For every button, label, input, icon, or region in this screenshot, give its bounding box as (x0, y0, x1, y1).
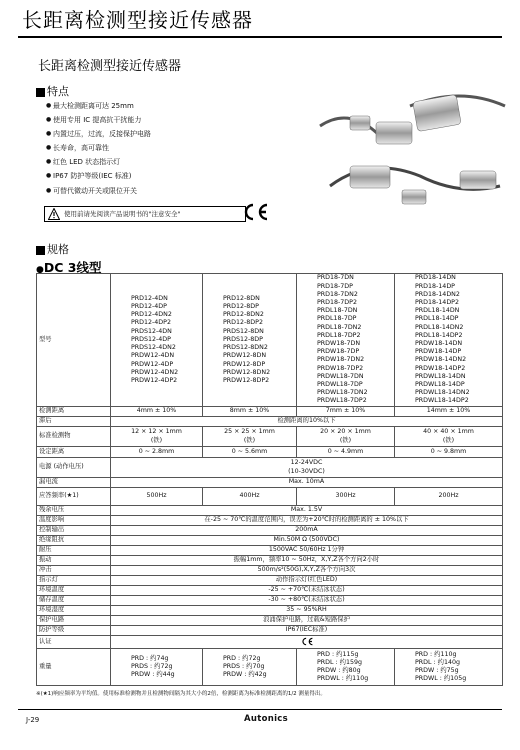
row-label: 环境温度 (37, 586, 111, 596)
table-cell (111, 649, 203, 686)
table-cell: 200Hz (395, 488, 503, 506)
feature-list (46, 99, 151, 198)
footer-divider (18, 709, 502, 710)
table-cell (203, 649, 297, 686)
cell-line: PRD18-14DN (415, 274, 456, 282)
cell-line: PRD18-7DP2 (317, 298, 357, 306)
row-label: 重量 (37, 649, 111, 686)
cell-line: 12-24VDC (290, 459, 323, 467)
cell-line: PRD : 约74g (131, 654, 169, 662)
cell-line: PRDWL18-14DP2 (415, 397, 469, 405)
cell-line: PRDL18-7DP (317, 315, 357, 323)
cell-line: PRDW12-4DN (131, 352, 175, 360)
warning-text: 使用前请先阅读产品说明书的"注意安全" (64, 210, 181, 218)
header-divider (18, 36, 502, 38)
table-row (37, 606, 503, 616)
header (0, 0, 520, 44)
cell-line: PRDW18-7DP (317, 348, 360, 356)
row-label: 指示灯 (37, 576, 111, 586)
cell-line: PRDL18-14DN (415, 307, 460, 315)
table-row (37, 417, 503, 427)
cell-line: 40 × 40 × 1mm (423, 428, 474, 436)
table-cell: 1500VAC 50/60Hz 1分钟 (111, 546, 503, 556)
cell-line: 25 × 25 × 1mm (224, 428, 275, 436)
page-number: J-29 (26, 716, 40, 724)
cell-line: (铁) (339, 436, 352, 444)
cell-line: PRDL : 约140g (415, 658, 460, 666)
table-row (37, 636, 503, 649)
table-cell (297, 274, 395, 407)
table-cell (111, 636, 503, 649)
cell-line: PRDS12-8DP (223, 335, 263, 343)
cell-line: PRD12-8DN2 (223, 311, 264, 319)
table-cell (203, 427, 297, 447)
cell-line: PRDW : 约42g (223, 671, 267, 679)
cell-line: PRDWL18-7DP (317, 381, 363, 389)
table-row (37, 526, 503, 536)
table-cell: Min.50M Ω (500VDC) (111, 536, 503, 546)
list-item: ● 长寿命，高可靠性 (46, 141, 151, 155)
table-cell: 500m/s²(50G),X,Y,Z各个方向3次 (111, 566, 503, 576)
cell-line: 20 × 20 × 1mm (320, 428, 371, 436)
row-label: 电源 (动作电压) (37, 458, 111, 478)
table-row (37, 274, 503, 407)
cell-line: PRDS12-4DP (131, 335, 171, 343)
cell-line: PRDWL18-14DN2 (415, 389, 470, 397)
list-item: ● 使用专用 IC 提高抗干扰能力 (46, 113, 151, 127)
cell-line: PRDL18-7DN2 (317, 323, 362, 331)
cell-line: (铁) (150, 436, 163, 444)
table-cell: 检测距离的10%以下 (111, 417, 503, 427)
cell-line: PRDW18-7DN2 (317, 356, 365, 364)
row-label: 防护等级 (37, 626, 111, 636)
cell-line: (10-30VDC) (288, 467, 325, 475)
table-cell: 35 ~ 95%RH (111, 606, 503, 616)
table-cell: Max. 10mA (111, 478, 503, 488)
warning-icon (48, 208, 60, 220)
table-cell: 14mm ± 10% (395, 407, 503, 417)
row-label: 检测距离 (37, 407, 111, 417)
table-row (37, 556, 503, 566)
table-row (37, 649, 503, 686)
square-bullet-icon (36, 88, 45, 97)
cell-line: PRD18-7DN2 (317, 290, 358, 298)
row-label: 冲击 (37, 566, 111, 576)
ce-certification-icon (240, 202, 270, 222)
table-cell: 浪涌保护电路，过载&短路保护 (111, 616, 503, 626)
spec-table (36, 273, 503, 686)
table-cell: 0 ~ 2.8mm (111, 447, 203, 458)
cell-line: PRDS12-4DN (131, 327, 172, 335)
cell-line: PRD : 约115g (317, 650, 359, 658)
table-cell (395, 649, 503, 686)
product-photo (310, 86, 510, 216)
cell-line: PRD18-14DP (415, 282, 455, 290)
cell-line: PRDW : 约75g (415, 667, 459, 674)
square-bullet-icon (36, 246, 45, 255)
brand-logo: Autonics (244, 714, 288, 724)
cell-line: PRDW18-7DP2 (317, 364, 364, 372)
table-row (37, 478, 503, 488)
row-label: 环境湿度 (37, 606, 111, 616)
cell-line: PRDW18-14DN (415, 340, 463, 347)
table-row (37, 506, 503, 516)
table-row (37, 546, 503, 556)
cell-line: PRDS12-8DN2 (223, 344, 268, 352)
cell-line: 12 × 12 × 1mm (131, 428, 182, 436)
cell-line: PRD18-7DP (317, 282, 353, 290)
page-title: 长距离检测型接近传感器 (22, 8, 253, 32)
row-label: 漏电流 (37, 478, 111, 488)
table-row (37, 566, 503, 576)
cell-line: PRDW18-7DN (317, 340, 361, 347)
cell-line: PRD : 约72g (223, 654, 261, 662)
table-cell: 200mA (111, 526, 503, 536)
cell-line: PRDWL18-7DN (317, 372, 364, 380)
table-cell (203, 274, 297, 407)
table-cell: 7mm ± 10% (297, 407, 395, 417)
cell-line: PRDW12-4DP2 (131, 376, 178, 384)
table-cell (297, 427, 395, 447)
cell-line: PRD12-8DN (223, 294, 260, 302)
cell-line: PRDW12-8DN2 (223, 368, 271, 376)
cell-line: PRDWL18-14DP (415, 381, 465, 389)
row-label: 绝缘阻抗 (37, 536, 111, 546)
cell-line: PRDS : 约70g (223, 662, 265, 670)
cell-line: PRD12-4DN (131, 294, 168, 302)
table-cell: 500Hz (111, 488, 203, 506)
features-heading: 特点 (36, 83, 69, 99)
list-item: ● 内置过压，过流，反接保护电路 (46, 127, 151, 141)
table-cell: IP67(IEC标准) (111, 626, 503, 636)
ce-certification-icon (300, 637, 314, 646)
list-item: ● IP67 防护等级(IEC 标准) (46, 169, 151, 183)
cell-line: PRDL18-14DN2 (415, 323, 464, 331)
warning-notice (44, 206, 246, 222)
table-cell: 0 ~ 4.9mm (297, 447, 395, 458)
footnote: ※(★1)响应频率为平均值。使用标准检测物并且检测物间隔为其大小的2倍，检测距离为标准检测距离的1/2 测量得出。 (36, 691, 326, 697)
table-cell (111, 458, 503, 478)
table-cell: -30 ~ +80℃(未结冰状态) (111, 596, 503, 606)
table-row (37, 616, 503, 626)
cell-line: PRD12-8DP2 (223, 319, 263, 327)
row-label: 残余电压 (37, 506, 111, 516)
table-row (37, 596, 503, 606)
row-label: 应答频率(★1) (37, 488, 111, 506)
spec-heading: 规格 (36, 241, 69, 257)
cell-line: (铁) (442, 436, 455, 444)
cell-line: PRDWL : 约105g (415, 675, 467, 683)
table-row (37, 447, 503, 458)
table-row (37, 427, 503, 447)
table-cell: 8mm ± 10% (203, 407, 297, 417)
row-label: 型号 (37, 274, 111, 407)
table-cell: 在-25 ~ 70℃的温度范围内，误差为+20℃时的检测距离的 ± 10%以下 (111, 516, 503, 526)
list-item: ● 红色 LED 状态指示灯 (46, 155, 151, 169)
table-row (37, 576, 503, 586)
table-row (37, 516, 503, 526)
row-label: 控制输出 (37, 526, 111, 536)
cell-line: PRDW18-14DP (415, 348, 462, 356)
cell-line: (铁) (243, 436, 256, 444)
cell-line: PRD18-14DN2 (415, 290, 460, 298)
row-label: 振动 (37, 556, 111, 566)
table-row (37, 488, 503, 506)
cell-line: PRD12-8DP (223, 303, 259, 311)
cell-line: PRDS12-8DN (223, 327, 264, 335)
section-subtitle: 长距离检测型接近传感器 (38, 59, 182, 74)
cell-line: PRD : 约110g (415, 650, 457, 658)
list-item: ● 可替代微动开关或限位开关 (46, 184, 151, 198)
cell-line: PRDL : 约159g (317, 658, 362, 666)
cell-line: PRDS : 约72g (131, 662, 173, 670)
cell-line: PRDW12-4DN2 (131, 368, 179, 376)
cell-line: PRD12-4DP (131, 303, 167, 311)
table-cell: 0 ~ 5.6mm (203, 447, 297, 458)
table-cell (297, 649, 395, 686)
table-row (37, 458, 503, 478)
table-cell: 300Hz (297, 488, 395, 506)
table-cell: 振幅1mm，频率10 ~ 50Hz，X,Y,Z各个方向2小时 (111, 556, 503, 566)
cell-line: PRDS12-4DN2 (131, 344, 176, 352)
row-label: 滞后 (37, 417, 111, 427)
row-label: 保护电路 (37, 616, 111, 626)
list-item: ● 最大检测距离可达 25mm (46, 99, 151, 113)
table-cell: -25 ~ +70℃(未结冰状态) (111, 586, 503, 596)
cell-line: PRDW18-14DN2 (415, 356, 467, 364)
dc-3wire-title: ●DC 3线型 (36, 260, 102, 275)
cell-line: PRDL18-14DP2 (415, 331, 463, 339)
cell-line: PRDW12-8DN (223, 352, 267, 360)
table-row (37, 626, 503, 636)
table-cell (395, 274, 503, 407)
cell-line: PRDWL18-14DN (415, 372, 466, 380)
row-label: 认证 (37, 636, 111, 649)
table-cell: 0 ~ 9.8mm (395, 447, 503, 458)
table-cell (395, 427, 503, 447)
cell-line: PRDWL : 约110g (317, 675, 369, 683)
cell-line: PRDW : 约44g (131, 671, 175, 679)
cell-line: PRDW : 约80g (317, 667, 361, 674)
cell-line: PRDW12-8DP2 (223, 376, 270, 384)
cell-line: PRD18-14DP2 (415, 298, 459, 306)
table-cell (111, 427, 203, 447)
row-label: 标准检测物 (37, 427, 111, 447)
cell-line: PRD18-7DN (317, 274, 354, 282)
table-cell: 400Hz (203, 488, 297, 506)
cell-line: PRDW12-4DP (131, 360, 174, 368)
cell-line: PRDW12-8DP (223, 360, 266, 368)
table-row (37, 536, 503, 546)
table-cell (111, 274, 203, 407)
cell-line: PRDL18-14DP (415, 315, 459, 323)
table-cell: 4mm ± 10% (111, 407, 203, 417)
cell-line: PRD12-4DP2 (131, 319, 171, 327)
table-cell: Max. 1.5V (111, 506, 503, 516)
row-label: 储存温度 (37, 596, 111, 606)
cell-line: PRDWL18-7DP2 (317, 397, 367, 405)
cell-line: PRDL18-7DP2 (317, 331, 361, 339)
row-label: 温度影响 (37, 516, 111, 526)
table-row (37, 407, 503, 417)
table-row (37, 586, 503, 596)
cell-line: PRDW18-14DP2 (415, 364, 466, 372)
table-cell: 动作指示灯(红色LED) (111, 576, 503, 586)
cell-line: PRDWL18-7DN2 (317, 389, 368, 397)
row-label: 耐压 (37, 546, 111, 556)
cell-line: PRD12-4DN2 (131, 311, 172, 319)
row-label: 设定距离 (37, 447, 111, 458)
cell-line: PRDL18-7DN (317, 307, 358, 315)
